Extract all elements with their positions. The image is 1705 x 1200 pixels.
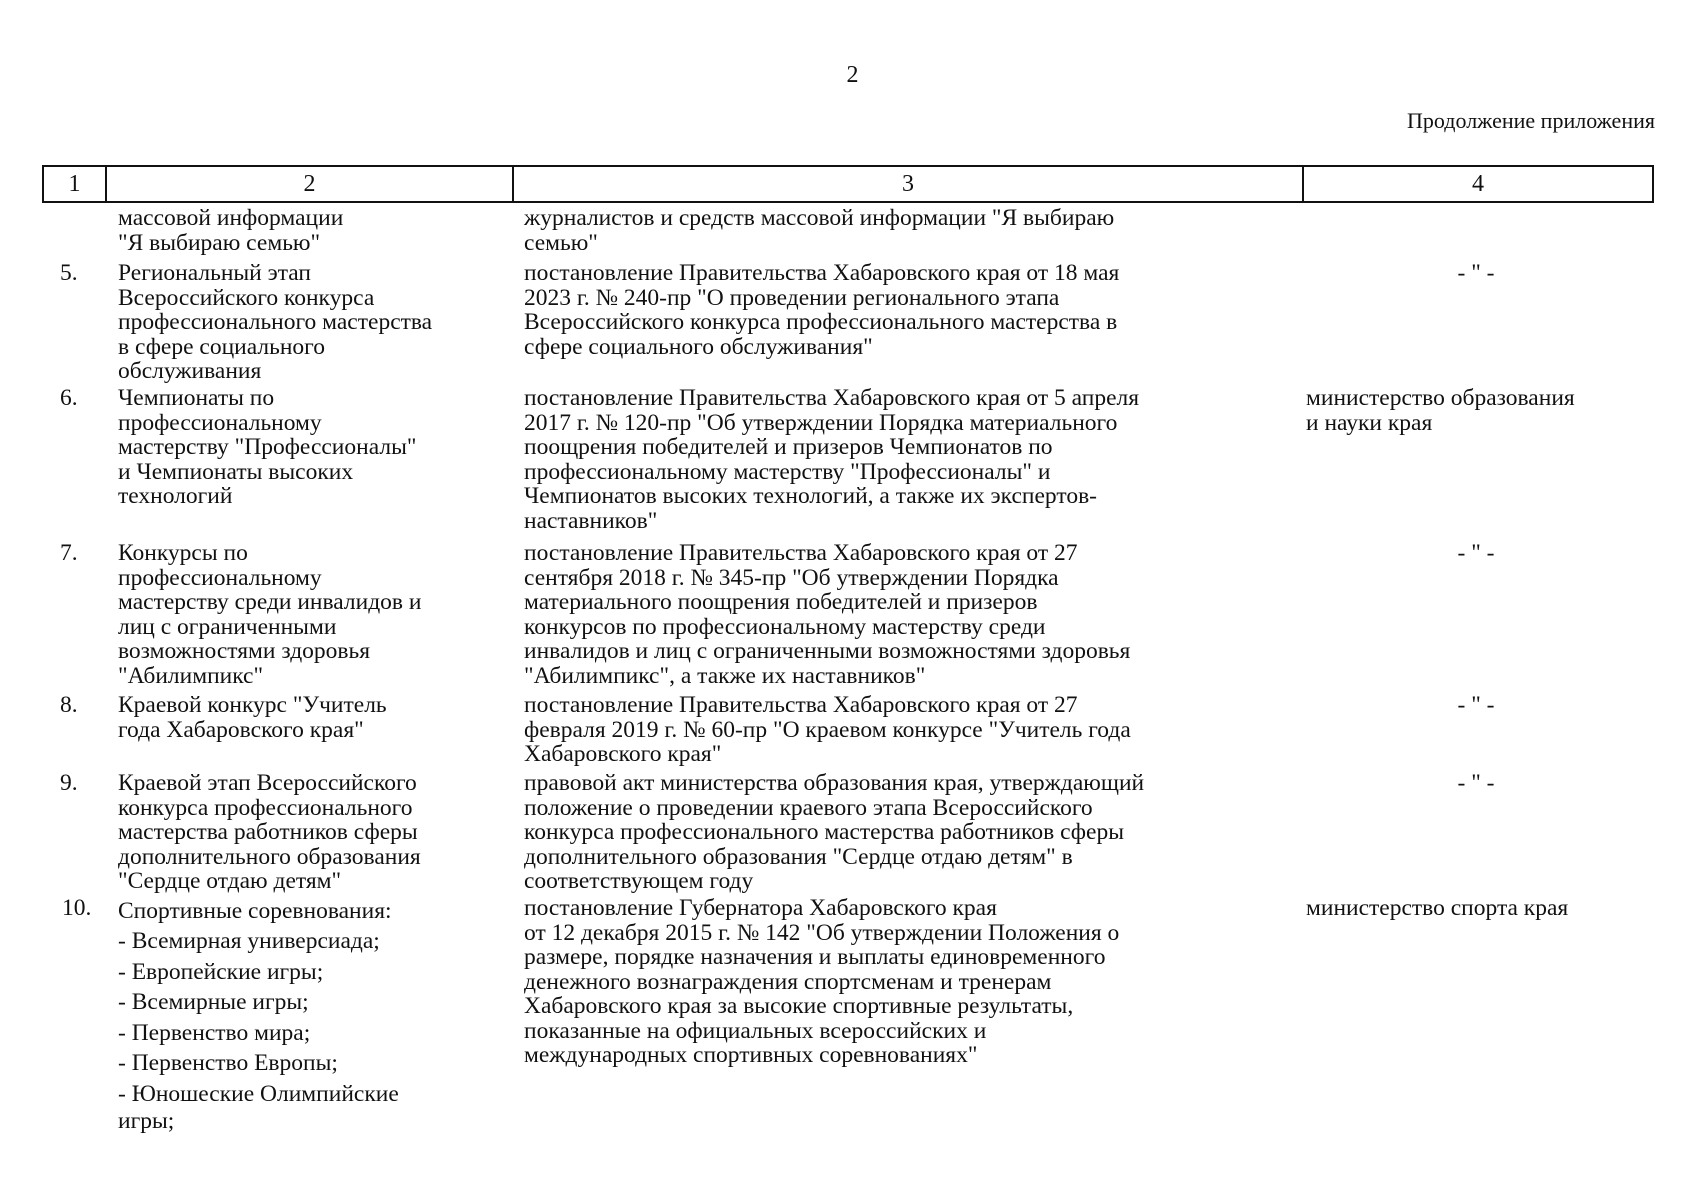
nomination-name: Спортивные соревнования: - Всемирная универсиада; - Европейские игры; - Всемирные игры; - Первенство мира; - Первенство Европы; - Юношеские Олимпийские игры; xyxy=(118,898,399,1134)
responsible-body: - " - xyxy=(1457,770,1495,796)
column-header-3: 3 xyxy=(513,166,1303,202)
row-number: 9. xyxy=(60,770,78,796)
legal-act: постановление Правительства Хабаровского края от 18 мая 2023 г. № 240-пр "О проведении регионального этапа Всероссийского конкурса профессионального мастерства в сфере социального обслуживания" xyxy=(524,260,1120,360)
responsible-body: министерство спорта края xyxy=(1306,895,1569,921)
responsible-body: - " - xyxy=(1457,540,1495,566)
legal-act: журналистов и средств массовой информации "Я выбираю семью" xyxy=(524,205,1115,256)
legal-act: постановление Правительства Хабаровского края от 5 апреля 2017 г. № 120-пр "Об утверждении Порядка материального поощрения победителей и призеров Чемпионатов по профессиональному мастерству "Профессионалы" и Чемпионатов высоких технологий, а также их экспертов- наставников" xyxy=(524,385,1140,534)
nomination-name: Краевой этап Всероссийского конкурса профессионального мастерства работников сферы дополнительного образования "Сердце отдаю детям" xyxy=(118,770,421,894)
column-header-1: 1 xyxy=(43,166,106,202)
nomination-name: массовой информации "Я выбираю семью" xyxy=(118,205,344,256)
responsible-body: - " - xyxy=(1457,260,1495,286)
legal-act: правовой акт министерства образования края, утверждающий положение о проведении краевого этапа Всероссийского конкурса профессионального мастерства работников сферы дополнительного образования "Сердце отдаю детям" в соответствующем году xyxy=(524,770,1145,894)
row-number: 5. xyxy=(60,260,78,286)
column-header-2: 2 xyxy=(106,166,513,202)
row-number: 8. xyxy=(60,692,78,718)
legal-act: постановление Правительства Хабаровского края от 27 февраля 2019 г. № 60-пр "О краевом конкурсе "Учитель года Хабаровского края" xyxy=(524,692,1131,767)
legal-act: постановление Губернатора Хабаровского края от 12 декабря 2015 г. № 142 "Об утверждении Положения о размере, порядке назначения и выплаты единовременного денежного вознаграждения спортсменам и тренерам Хабаровского края за высокие спортивные результаты, показанные на официальных всероссийских и международных спортивных соревнованиях" xyxy=(524,895,1120,1068)
page-number: 2 xyxy=(846,62,859,88)
responsible-body: министерство образования и науки края xyxy=(1306,385,1575,436)
continuation-note: Продолжение приложения xyxy=(1407,108,1655,133)
nomination-name: Конкурсы по профессиональному мастерству среди инвалидов и лиц с ограниченными возможностями здоровья "Абилимпикс" xyxy=(118,540,422,689)
row-number: 7. xyxy=(60,540,78,566)
column-header-row xyxy=(43,166,1653,202)
column-header-table xyxy=(42,165,1654,203)
responsible-body: - " - xyxy=(1457,692,1495,718)
row-number: 10. xyxy=(62,895,92,921)
nomination-name: Региональный этап Всероссийского конкурса профессионального мастерства в сфере социального обслуживания xyxy=(118,260,433,384)
row-number: 6. xyxy=(60,385,78,411)
legal-act: постановление Правительства Хабаровского края от 27 сентября 2018 г. № 345-пр "Об утверждении Порядка материального поощрения победителей и призеров конкурсов по профессиональному мастерству среди инвалидов и лиц с ограниченными возможностями здоровья "Абилимпикс", а также их наставников" xyxy=(524,540,1131,689)
nomination-name: Чемпионаты по профессиональному мастерству "Профессионалы" и Чемпионаты высоких технологий xyxy=(118,385,417,509)
column-header-4: 4 xyxy=(1303,166,1653,202)
nomination-name: Краевой конкурс "Учитель года Хабаровского края" xyxy=(118,692,387,743)
